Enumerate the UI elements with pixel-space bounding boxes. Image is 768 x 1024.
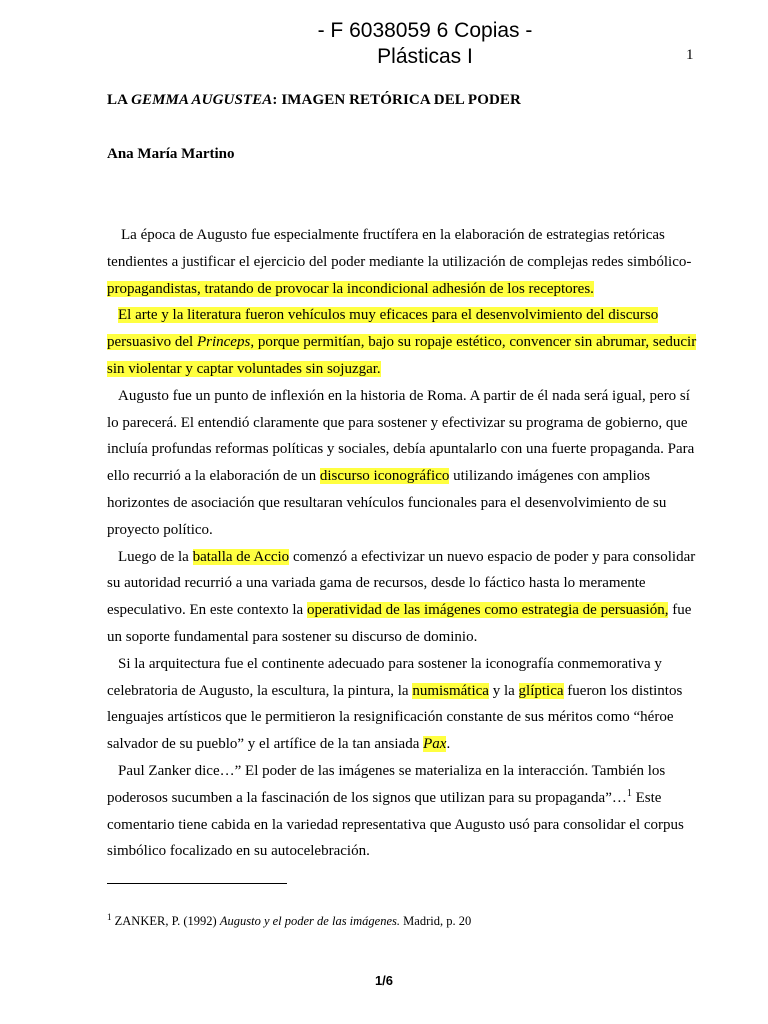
p3-text-a: Augusto fue un punto de inflexión en la historia de Roma. A partir de él nada será igual, pero sí lo parecerá. El entendió claramente que para sostener y efectivizar su programa de gobierno, que incluía profundas reformas políticas y sociales, debía apuntalarlo con una fuerte propaganda. Para ello recurrió a la elaboración de un — [107, 387, 695, 485]
p3-text-b: utilizando imágenes con amplios horizontes de asociación que resultaran vehículos funcionales para el desenvolvimiento de su proyecto político. — [107, 468, 667, 538]
footnote-rest: Madrid, p. 20 — [400, 914, 472, 928]
p5-text-c: fueron los distintos lenguajes artísticos que le permitieron la resignificación constante de sus méritos como “héroe salvador de su pueblo” y el artífice de la tan ansiada — [107, 682, 683, 753]
footnote — [107, 914, 471, 929]
p5-highlight-1: numismática — [412, 682, 489, 699]
page-number: 1 — [686, 47, 694, 63]
title-prefix: LA — [107, 92, 132, 108]
document-body — [107, 222, 697, 865]
paragraph-4 — [107, 544, 697, 651]
p2-highlight-italic: Princeps — [196, 334, 251, 351]
author-name: Ana María Martino — [107, 146, 235, 162]
paragraph-3 — [107, 383, 697, 544]
stamp-line-1: - F 6038059 6 Copias - — [317, 19, 533, 42]
document-title — [107, 92, 521, 109]
stamp-line-2: Plásticas I — [377, 45, 473, 68]
paragraph-2 — [107, 302, 697, 382]
p3-highlight: discurso iconográfico — [319, 468, 450, 485]
p6-text-a: Paul Zanker dice…” El poder de las imágenes se materializa en la interacción. También los poderosos sucumben a la fascinación de los signos que utilizan para su propaganda”… — [107, 762, 666, 806]
p2-highlight-b: , porque permitían, bajo su ropaje estético, convencer sin abrumar, seducir sin violentar y captar voluntades sin sojuzgar. — [107, 334, 697, 377]
footnote-ref[interactable]: 1 — [626, 787, 632, 799]
footnote-author: ZANKER, P. (1992) — [111, 914, 220, 928]
page-counter: 1/6 — [374, 973, 394, 988]
title-suffix: : IMAGEN RETÓRICA DEL PODER — [272, 92, 521, 108]
paragraph-5 — [107, 651, 697, 758]
p6-text-b: Este comentario tiene cabida en la variedad representativa que Augusto usó para consolidar el corpus simbólico focalizado en su autocelebración. — [107, 789, 684, 860]
p5-text-d: . — [446, 736, 451, 753]
paragraph-6 — [107, 758, 697, 865]
footnote-work: Augusto y el poder de las imágenes. — [219, 914, 401, 928]
p2-highlight-a: El arte y la literatura fueron vehículos muy eficaces para el desenvolvimiento del discurso persuasivo del — [107, 307, 659, 351]
p4-text-a: Luego de la — [118, 548, 193, 565]
p5-text-a: Si la arquitectura fue el continente adecuado para sostener la iconografía conmemorativa y celebratoria de Augusto, la escultura, la pintura, la — [107, 655, 662, 699]
p4-highlight-1: batalla de Accio — [192, 548, 290, 565]
p4-highlight-2: operatividad de las imágenes como estrategia de persuasión, — [306, 602, 669, 619]
p5-highlight-2: glíptica — [518, 682, 564, 699]
footnote-divider — [107, 883, 287, 884]
title-italic: GEMMA AUGUSTEA — [131, 92, 273, 108]
p1-text: La época de Augusto fue especialmente fructífera en la elaboración de estrategias retóricas tendientes a justificar el ejercicio del poder mediante la utilización de complejas redes simbólico- — [107, 227, 692, 270]
paragraph-1 — [107, 222, 697, 302]
p4-text-b: comenzó a efectivizar un nuevo espacio de poder y para consolidar su autoridad recurrió a una variada gama de recursos, desde lo fáctico hasta lo meramente especulativo. En este contexto la — [107, 548, 696, 619]
footnote-marker: 1 — [107, 912, 112, 922]
p5-text-b: y la — [488, 682, 519, 699]
p1-highlight: propagandistas, tratando de provocar la incondicional adhesión de los receptores. — [107, 280, 594, 297]
copy-stamp — [0, 18, 768, 70]
p5-highlight-3: Pax — [423, 736, 447, 753]
p4-text-c: fue un soporte fundamental para sostener su discurso de dominio. — [107, 602, 692, 645]
